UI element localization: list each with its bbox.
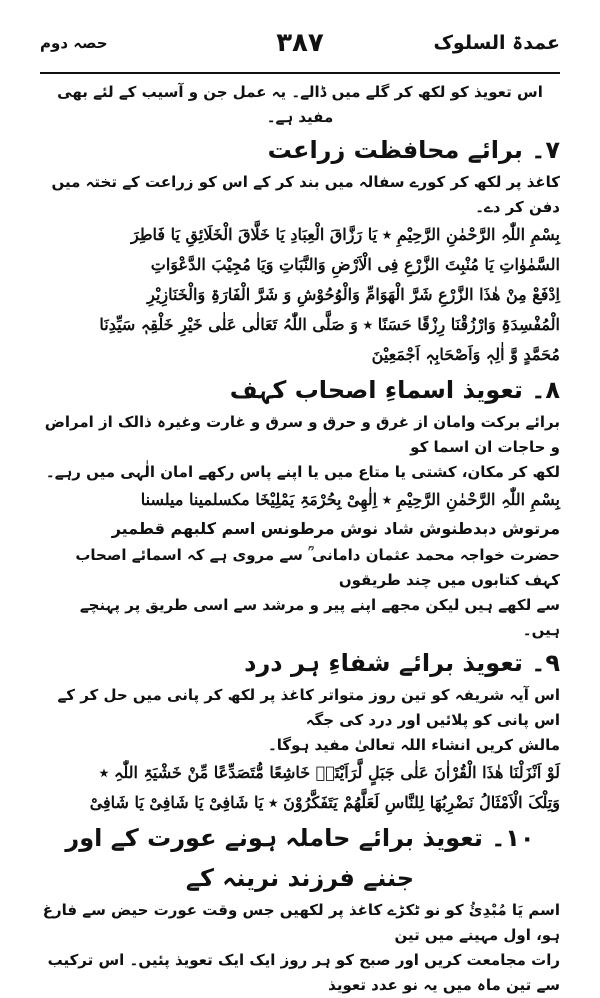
book-title: عمدۃ السلوک xyxy=(433,32,560,54)
text-line: لکھ کر مکان، کشتی یا متاع میں یا اپنے پاس رکھے امان الٰہی میں رہے۔ xyxy=(45,463,560,481)
text-line: اس آیہ شریفہ کو تین روز متواتر کاغذ پر لکھ کر پانی میں حل کر کے اس پانی کو پلائیں اور درد کی جگہ xyxy=(57,686,560,729)
page-number: ۳۸۷ xyxy=(276,28,324,58)
text-line: سے لکھے ہیں لیکن مجھے اپنے پیر و مرشد سے اسی طریق پر پہنچے ہیں۔ xyxy=(79,596,560,639)
text-line: حضرت خواجہ محمد عثمان دامانی ؒ سے مروی ہے کہ اسمائے اصحاب کہف کتابوں میں چند طریقوں xyxy=(75,546,560,589)
names-text-line: مرتوش دبدطنوش شاد نوش مرطونس اسم کلبھم قطمیر xyxy=(111,519,560,538)
arabic-text-line: الْمُفْسِدَۃِ وَارْزُقْنَا رِزْقًا حَسَنًا ٭ وَ صَلَّی اللّٰہُ تَعَالٰی عَلٰی خَیْرِ خَلْقِہٖ سَیِّدِنَا xyxy=(99,315,560,334)
arabic-text-line: وَتِلْکَ الْاَمْثَالُ نَضْرِبُھَا لِلنَّاسِ لَعَلَّھُمْ یَتَفَکَّرُوْنَ ٭ یَا شَافِیْ یَا شَافِیْ یَا شَافِیْ xyxy=(89,793,560,812)
section-heading-8: ۸۔ تعویذ اسماءِ اصحاب کہف xyxy=(229,376,560,404)
page-content xyxy=(40,80,560,998)
text-line: اس تعویذ کو لکھ کر گلے میں ڈالے۔ یہ عمل جن و آسیب کے لئے بھی مفید ہے۔ xyxy=(57,83,543,126)
section-heading-10: ۱۰۔ تعویذ برائے حاملہ ہونے عورت کے اور جننے فرزند نرینہ کے xyxy=(65,824,535,892)
arabic-text-line: بِسْمِ اللّٰہِ الرَّحْمٰنِ الرَّحِیْمِ ٭ اِلٰھِیْ بِحُرْمَۃِ یَمْلِیْخَا مکسلمینا میلسنا xyxy=(140,490,560,509)
text-line: رات مجامعت کریں اور صبح کو ہر روز ایک ایک تعویذ پئیں۔ اس ترکیب سے تین ماہ میں یہ نو عدد تعویذ xyxy=(47,951,560,994)
text-line: اسم یَا مُبْدِیُٔ کو نو ٹکڑے کاغذ پر لکھیں جس وقت عورت حیض سے فارغ ہو، اول مہینے میں تین xyxy=(42,901,560,944)
arabic-text-line: اِدْفَعْ مِنْ ھٰذَا الزَّرْعِ شَرَّ الْھَوَامِّ وَالْوُحُوْشِ وَ شَرَّ الْفَارَۃِ وَالْخَنَازِیْرِ xyxy=(147,285,560,304)
arabic-text-line: بِسْمِ اللّٰہِ الرَّحْمٰنِ الرَّحِیْمِ ٭ یَا رَزَّاقَ الْعِبَادِ یَا خَلَّاقَ الْخَلَائِقِ یَا فَاطِرَ xyxy=(130,225,560,244)
section-heading-7: ۷۔ برائے محافظت زراعت xyxy=(267,136,560,164)
arabic-text-line: السَّمٰوٰاتِ یَا مُنْبِتَ الزَّرْعِ فِی الْاَرْضِ وَالنَّبَاتِ وَیَا مُجِیْبَ الدَّعْوَاتِ xyxy=(150,255,560,274)
arabic-text-line: مُحَمَّدٍ وَّ اٰلِہٖ وَاَصْحَابِہٖ اَجْمَعِیْنَ xyxy=(371,345,560,364)
text-line: برائے برکت وامان از غرق و حرق و سرق و غارت وغیرہ ذالک از امراض و حاجات ان اسما کو xyxy=(44,413,560,456)
arabic-text-line: لَوْ اَنْزَلْنَا ھٰذَا الْقُرْاٰنَ عَلٰی جَبَلٍ لَّرَاَیْتَہٗ خَاشِعًا مُّتَصَدِّعًا مِّنْ خَشْیَۃِ اللّٰہِ ٭ xyxy=(99,763,560,782)
part-label: حصہ دوم xyxy=(40,34,108,52)
header-divider xyxy=(40,72,560,74)
page-header xyxy=(40,28,560,68)
text-line: مالش کریں انشاء اللہ تعالیٰ مفید ہوگا۔ xyxy=(267,736,560,754)
text-line: کاغذ پر لکھ کر کورے سفالہ میں بند کر کے اس کو زراعت کے تختہ میں دفن کر دے۔ xyxy=(51,173,560,216)
section-heading-9: ۹۔ تعویذ برائے شفاءِ ہر درد xyxy=(244,649,560,677)
